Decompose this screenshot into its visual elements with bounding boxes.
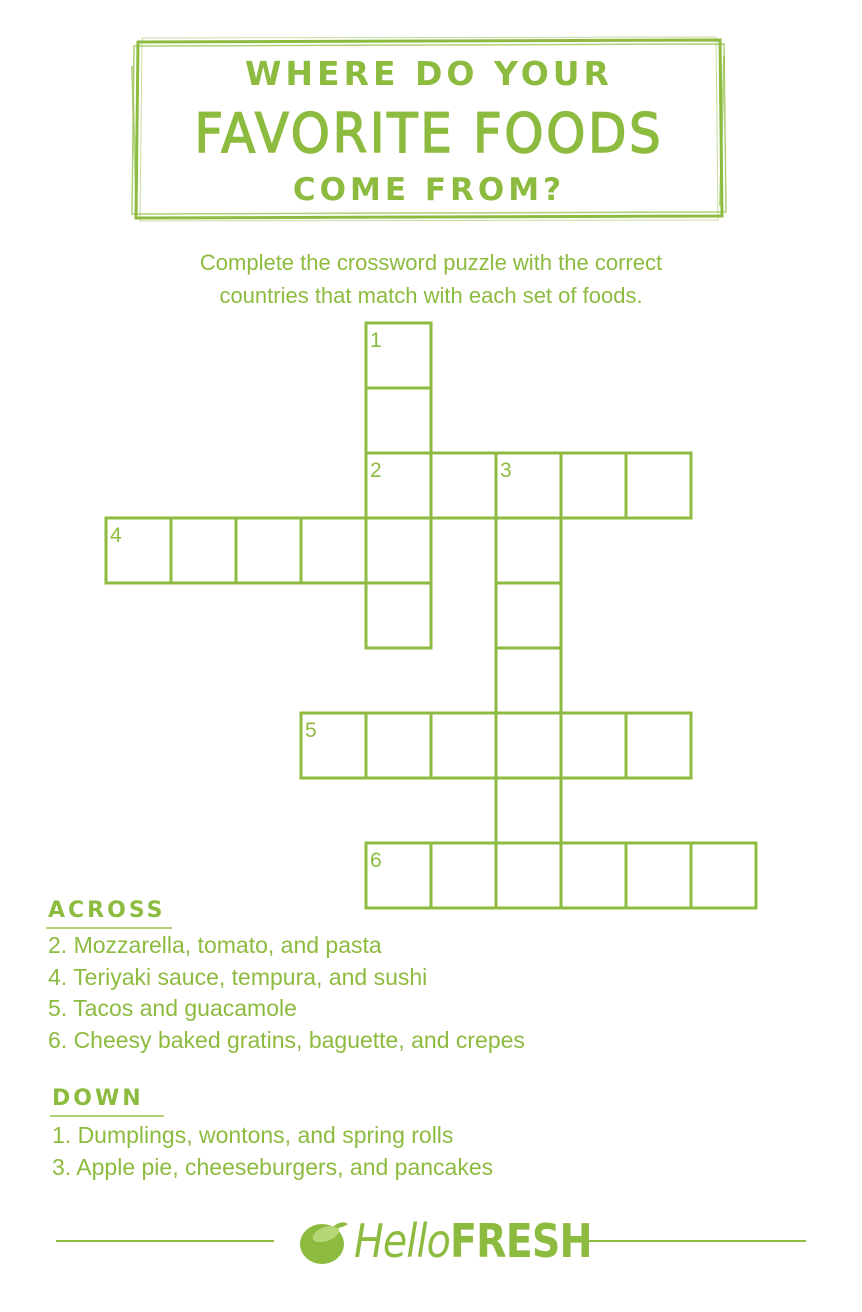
clue-number: 6 [370, 849, 382, 872]
title-line-3: COME FROM? [292, 172, 566, 208]
across-clue: 2. Mozzarella, tomato, and pasta [48, 932, 382, 958]
crossword-cell[interactable] [431, 843, 496, 908]
crossword-cell[interactable] [366, 843, 431, 908]
down-clue: 3. Apple pie, cheeseburgers, and pancakes [52, 1153, 494, 1180]
brand-wordmark: HelloFRESH [354, 1214, 592, 1268]
crossword-cell[interactable] [366, 453, 431, 518]
across-clue: 6. Cheesy baked gratins, baguette, and crepes [48, 1026, 525, 1053]
crossword-cell[interactable] [626, 453, 691, 518]
across-clues [48, 930, 525, 1056]
title-line-2: FAVORITE FOODS [194, 102, 664, 165]
clue-number: 4 [110, 524, 122, 547]
clue-number: 2 [370, 459, 382, 482]
crossword-cell[interactable] [691, 843, 756, 908]
crossword-cell[interactable] [561, 843, 626, 908]
crossword-cell[interactable] [301, 713, 366, 778]
crossword-cell[interactable] [496, 583, 561, 648]
footer-divider-right [588, 1240, 806, 1242]
crossword-cell[interactable] [626, 713, 691, 778]
down-clue: 1. Dumplings, wontons, and spring rolls [52, 1122, 454, 1148]
footer-divider-left [56, 1240, 274, 1242]
down-heading: DOWN [52, 1086, 144, 1111]
crossword-cell[interactable] [626, 843, 691, 908]
across-heading: ACROSS [48, 898, 166, 923]
instructions-line-1: Complete the crossword puzzle with the correct [199, 250, 663, 275]
crossword-cell[interactable] [496, 648, 561, 713]
clue-number: 3 [500, 459, 512, 482]
crossword-cell[interactable] [496, 518, 561, 583]
crossword-cell[interactable] [366, 388, 431, 453]
across-clue: 5. Tacos and guacamole [48, 995, 297, 1021]
crossword-cell[interactable] [366, 323, 431, 388]
instructions-line-2: countries that match with each set of foods. [219, 283, 643, 308]
crossword-cell[interactable] [106, 518, 171, 583]
crossword-cell[interactable] [366, 713, 431, 778]
crossword-cell[interactable] [301, 518, 366, 583]
crossword-cell[interactable] [366, 518, 431, 583]
lime-icon [296, 1214, 352, 1270]
clue-number: 5 [305, 719, 317, 742]
crossword-cell[interactable] [431, 453, 496, 518]
hellofresh-logo [296, 1212, 592, 1272]
crossword-cell[interactable] [496, 713, 561, 778]
crossword-cell[interactable] [561, 453, 626, 518]
crossword-cell[interactable] [496, 843, 561, 908]
title-line-1: WHERE DO YOUR [245, 54, 613, 93]
down-underline [50, 1115, 164, 1117]
crossword-cell[interactable] [561, 713, 626, 778]
crossword-cell[interactable] [366, 583, 431, 648]
down-clues [52, 1120, 493, 1183]
across-underline [46, 927, 172, 929]
crossword-cell[interactable] [496, 778, 561, 843]
instructions [100, 246, 762, 312]
crossword-cell[interactable] [431, 713, 496, 778]
crossword-cell[interactable] [171, 518, 236, 583]
title-banner [130, 36, 728, 222]
clue-number: 1 [370, 329, 382, 352]
crossword-cell[interactable] [236, 518, 301, 583]
across-clue: 4. Teriyaki sauce, tempura, and sushi [48, 963, 428, 990]
crossword-cell[interactable] [496, 453, 561, 518]
